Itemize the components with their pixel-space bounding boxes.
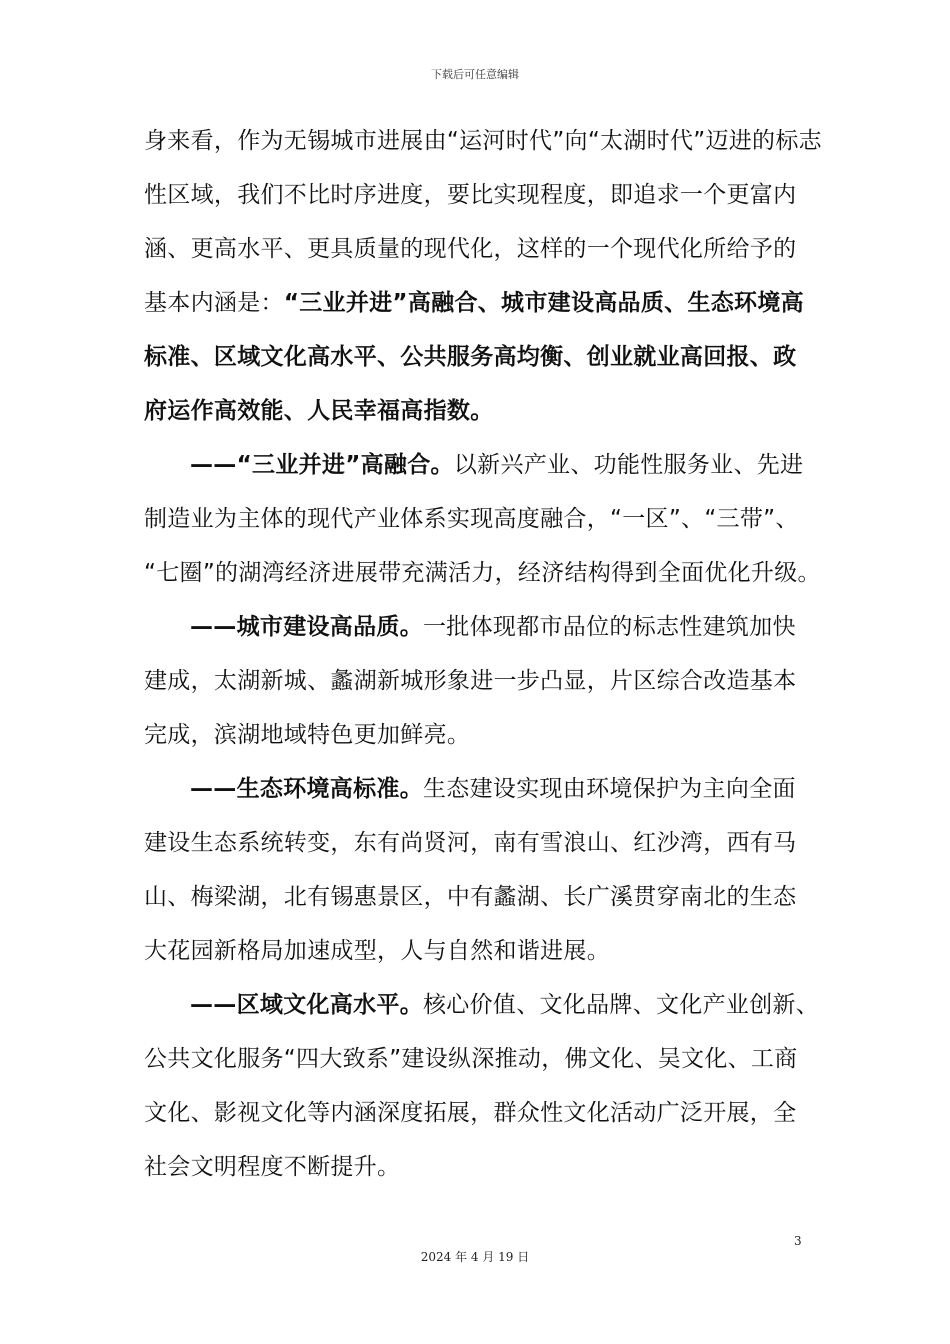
bold-text: 标准、区域文化高水平、公共服务高均衡、创业就业高回报、政 <box>144 344 797 370</box>
text-span: 基本内涵是： <box>144 290 284 316</box>
paragraph-heading-line <box>144 978 820 1032</box>
text-line <box>144 330 810 384</box>
text-span: 生态建设实现由环境保护为主向全面 <box>423 776 796 802</box>
paragraph-heading: ——生态环境高标准。 <box>190 776 423 802</box>
text-line: 建成，太湖新城、蠡湖新城形象进一步凸显，片区综合改造基本 <box>144 668 797 694</box>
text-line: 身来看，作为无锡城市进展由“运河时代”向“太湖时代”迈进的标志 <box>144 128 822 154</box>
text-line <box>144 384 810 438</box>
text-line: 文化、影视文化等内涵深度拓展，群众性文化活动广泛开展，全 <box>144 1100 797 1126</box>
text-line: 建设生态系统转变，东有尚贤河，南有雪浪山、红沙湾，西有马 <box>144 830 797 856</box>
text-line: “七圈”的湖湾经济进展带充满活力，经济结构得到全面优化升级。 <box>144 560 821 586</box>
text-span: 核心价值、文化品牌、文化产业创新、 <box>423 992 820 1018</box>
document-body <box>144 114 822 1194</box>
paragraph-heading-line <box>144 600 810 654</box>
text-span: 以新兴产业、功能性服务业、先进 <box>453 452 804 478</box>
text-line: 涵、更高水平、更具质量的现代化，这样的一个现代化所给予的 <box>144 236 797 262</box>
bold-text: 府运作高效能、人民幸福高指数。 <box>144 398 494 424</box>
paragraph-heading: ——城市建设高品质。 <box>190 614 423 640</box>
text-line <box>144 276 810 330</box>
text-line: 完成，滨湖地域特色更加鲜亮。 <box>144 722 471 748</box>
paragraph-heading-line <box>144 762 810 816</box>
text-line: 制造业为主体的现代产业体系实现高度融合，“一区”、“三带”、 <box>144 506 799 532</box>
bold-text: “三业并进”高融合、城市建设高品质、生态环境高 <box>283 290 804 316</box>
page-number: 3 <box>794 1234 802 1248</box>
page-header: 下载后可任意编辑 <box>431 68 519 81</box>
page-footer-date: 2024 年 4 月 19 日 <box>420 1250 530 1264</box>
text-line: 性区域，我们不比时序进度，要比实现程度，即追求一个更富内 <box>144 182 797 208</box>
text-line: 大花园新格局加速成型，人与自然和谐进展。 <box>144 938 610 964</box>
paragraph-heading: ——区域文化高水平。 <box>190 992 423 1018</box>
text-span: 一批体现都市品位的标志性建筑加快 <box>423 614 796 640</box>
paragraph-heading: ——“三业并进”高融合。 <box>190 452 454 478</box>
text-line: 山、梅梁湖，北有锡惠景区，中有蠡湖、长广溪贯穿南北的生态 <box>144 884 797 910</box>
text-line: 公共文化服务“四大致系”建设纵深推动，佛文化、吴文化、工商 <box>144 1046 798 1072</box>
text-line: 社会文明程度不断提升。 <box>144 1154 401 1180</box>
paragraph-heading-line <box>144 438 810 492</box>
